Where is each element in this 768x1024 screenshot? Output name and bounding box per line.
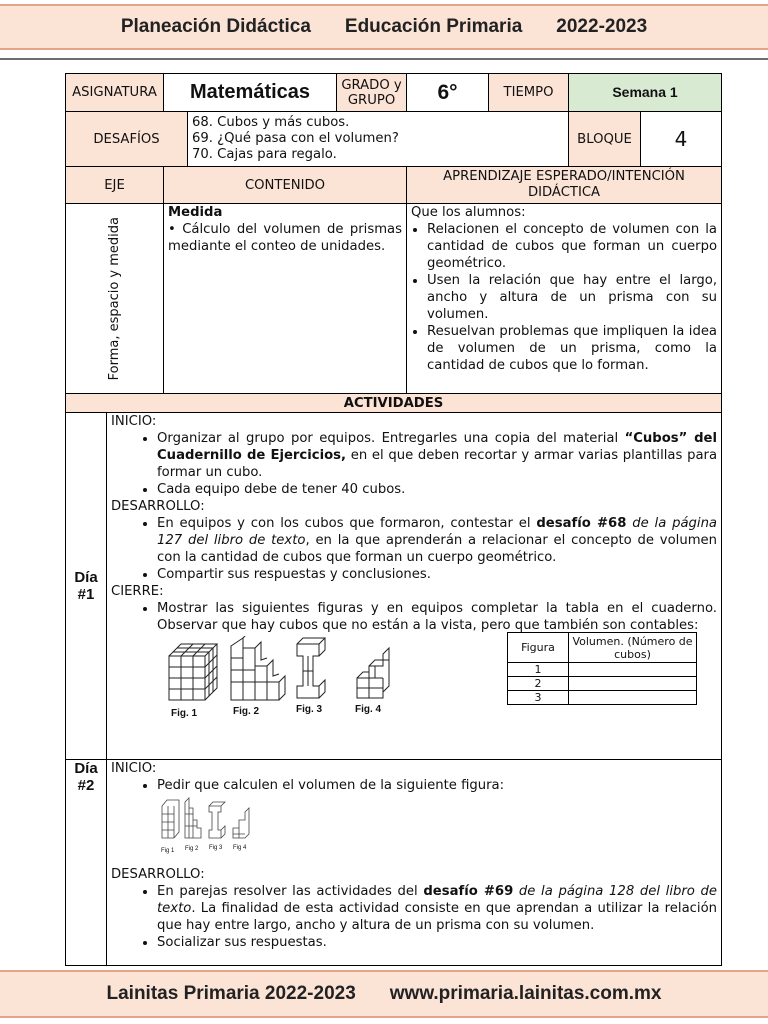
header-level: Educación Primaria bbox=[344, 16, 523, 37]
dia2-desarrollo-item: • En parejas resolver las actividades del desafío #69 de la página 128 del libro de texto. La finalidad de esta actividad consiste en que aprendan a utilizar la relación que hay entre largo, ancho y altura de un prisma con su volumen. bbox=[157, 883, 717, 934]
grado-label: GRADO y GRUPO bbox=[337, 74, 407, 112]
cube-figure-4 bbox=[357, 648, 389, 698]
aprendizaje-header: APRENDIZAJE ESPERADO/INTENCIÓN DIDÁCTICA bbox=[407, 167, 722, 204]
dia2-desarrollo-item: • Socializar sus respuestas. bbox=[157, 934, 717, 951]
dia1-inicio-item: • Cada equipo debe de tener 40 cubos. bbox=[157, 481, 717, 498]
dia1-content bbox=[107, 413, 722, 760]
cube-figure-2 bbox=[231, 636, 285, 700]
volume-table-row: 2 bbox=[508, 677, 569, 691]
grado-value: 6° bbox=[407, 74, 489, 112]
volume-table-header-figura: Figura bbox=[508, 633, 569, 663]
header-banner bbox=[0, 4, 768, 50]
fig-label: Fig 3 bbox=[209, 845, 223, 851]
header-year: 2022-2023 bbox=[556, 16, 648, 37]
desafios-list bbox=[188, 112, 569, 167]
eje-value: Forma, espacio y medida bbox=[107, 216, 122, 381]
header-rule bbox=[0, 58, 768, 60]
fig-label: Fig 2 bbox=[185, 846, 199, 852]
fig-label: Fig 1 bbox=[161, 848, 175, 854]
footer-left: Lainitas Primaria 2022-2023 bbox=[106, 983, 356, 1004]
asignatura-value: Matemáticas bbox=[164, 74, 337, 112]
dia2-inicio: INICIO: bbox=[111, 761, 157, 776]
volume-table-row: 3 bbox=[508, 691, 569, 705]
contenido-cell bbox=[164, 204, 407, 394]
footer-banner bbox=[0, 970, 768, 1018]
fig-label: Fig. 2 bbox=[233, 706, 260, 717]
dia2-figures bbox=[111, 794, 717, 866]
aprendizaje-intro: Que los alumnos: bbox=[411, 205, 526, 220]
dia1-cierre: CIERRE: bbox=[111, 584, 164, 599]
contenido-header: CONTENIDO bbox=[164, 167, 407, 204]
cube-figure-3 bbox=[297, 638, 325, 698]
desafios-label: DESAFÍOS bbox=[66, 112, 188, 167]
volume-table-row: 1 bbox=[508, 663, 569, 677]
eje-cell bbox=[66, 204, 164, 394]
eje-header: EJE bbox=[66, 167, 164, 204]
aprendizaje-cell bbox=[407, 204, 722, 394]
dia2-label: Día #2 bbox=[66, 760, 107, 966]
volume-table-header-volumen: Volumen. (Número de cubos) bbox=[569, 633, 697, 663]
tiempo-label: TIEMPO bbox=[489, 74, 569, 112]
dia1-desarrollo: DESARROLLO: bbox=[111, 499, 205, 514]
dia1-figures bbox=[111, 636, 717, 722]
dia1-desarrollo-item: • Compartir sus respuestas y conclusiones. bbox=[157, 566, 717, 583]
dia1-label: Día #1 bbox=[66, 413, 107, 760]
fig-label: Fig. 3 bbox=[296, 704, 323, 715]
dia1-inicio-item: • Organizar al grupo por equipos. Entregarles una copia del material “Cubos” del Cuadernillo de Ejercicios, en el que deben recortar y armar varias plantillas para formar un cubo. bbox=[157, 430, 717, 481]
plan-table bbox=[65, 73, 722, 966]
desafio-69: 69. ¿Qué pasa con el volumen? bbox=[192, 131, 399, 146]
actividades-header: ACTIVIDADES bbox=[66, 394, 722, 413]
volume-table bbox=[507, 632, 697, 705]
header-title: Planeación Didáctica bbox=[120, 16, 311, 37]
dia2-inicio-item: • Pedir que calculen el volumen de la siguiente figura: bbox=[157, 777, 717, 794]
dia1-cierre-item: • Mostrar las siguientes figuras y en equipos completar la tabla en el cuaderno. Observar que hay cubos que no están a la vista, pero que también son contables: bbox=[157, 600, 717, 634]
asignatura-label: ASIGNATURA bbox=[66, 74, 164, 112]
aprendizaje-item: • Relacionen el concepto de volumen con la cantidad de cubos que forman un cuerpo geométrico. bbox=[427, 221, 717, 272]
desafio-68: 68. Cubos y más cubos. bbox=[192, 115, 350, 130]
bloque-value: 4 bbox=[641, 112, 722, 167]
aprendizaje-item: • Resuelvan problemas que impliquen la idea de volumen de un prisma, como la cantidad de cubos que lo forman. bbox=[427, 323, 717, 374]
desafio-70: 70. Cajas para regalo. bbox=[192, 147, 337, 162]
cube-figure-1 bbox=[169, 644, 217, 700]
footer-url[interactable]: www.primaria.lainitas.com.mx bbox=[389, 983, 662, 1004]
fig-label: Fig 4 bbox=[233, 845, 247, 851]
aprendizaje-item: • Usen la relación que hay entre el largo, ancho y altura de un prisma con su volumen. bbox=[427, 272, 717, 323]
dia1-inicio: INICIO: bbox=[111, 414, 157, 429]
dia2-content bbox=[107, 760, 722, 966]
contenido-title: Medida bbox=[168, 205, 223, 220]
fig-label: Fig. 4 bbox=[355, 704, 382, 715]
small-cube-figures-illustration bbox=[159, 794, 279, 866]
dia2-desarrollo: DESARROLLO: bbox=[111, 867, 205, 882]
dia1-desarrollo-item: • En equipos y con los cubos que formaron, contestar el desafío #68 de la página 127 del libro de texto, en la que aprenderán a relacionar el concepto de volumen con la cantidad de cubos que forman un cuerpo geométrico. bbox=[157, 515, 717, 566]
contenido-item: • Cálculo del volumen de prismas mediante el conteo de unidades. bbox=[168, 222, 402, 254]
tiempo-value: Semana 1 bbox=[569, 74, 722, 112]
fig-label: Fig. 1 bbox=[171, 708, 198, 719]
bloque-label: BLOQUE bbox=[569, 112, 641, 167]
cube-figures-illustration bbox=[163, 636, 463, 722]
